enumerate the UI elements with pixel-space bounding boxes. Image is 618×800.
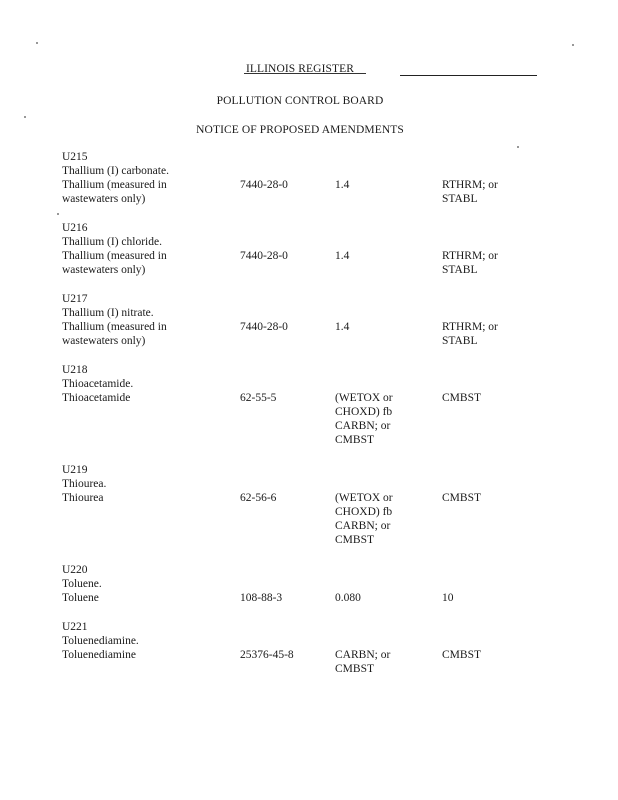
scan-speck (517, 146, 519, 148)
table-row (62, 320, 582, 334)
wastewater-standard: CARBN; or (335, 420, 391, 432)
notice-title: NOTICE OF PROPOSED AMENDMENTS (196, 124, 404, 136)
waste-code: U221 (62, 621, 88, 633)
constituent-name: Toluenediamine (62, 649, 136, 661)
waste-code: U218 (62, 364, 88, 376)
wastewater-standard: CHOXD) fb (335, 406, 393, 418)
waste-entry-u218 (62, 363, 582, 447)
waste-entry-u221 (62, 620, 582, 676)
register-title: ILLINOIS REGISTER (245, 63, 355, 75)
waste-entry-u220 (62, 563, 582, 605)
table-row (62, 164, 582, 178)
table-row (62, 249, 582, 263)
constituent-name: Thioacetamide. (62, 378, 134, 390)
table-row (62, 306, 582, 320)
wastewater-standard: CARBN; or (335, 649, 391, 661)
constituent-name: wastewaters only) (62, 193, 146, 205)
table-row (62, 391, 582, 405)
nonwastewater-standard: CMBST (442, 492, 481, 504)
table-row (62, 377, 582, 391)
nonwastewater-standard: CMBST (442, 392, 481, 404)
wastewater-standard: 0.080 (335, 592, 361, 604)
waste-entry-u216 (62, 221, 582, 277)
header-rule (400, 75, 537, 76)
nonwastewater-standard: 10 (442, 592, 454, 604)
table-row (62, 477, 582, 491)
header-underline (244, 73, 366, 74)
wastewater-standard: (WETOX or (335, 392, 393, 404)
cas-number: 7440-28-0 (240, 250, 288, 262)
cas-number: 62-55-5 (240, 392, 277, 404)
constituent-name: Thallium (measured in (62, 321, 167, 333)
constituent-name: wastewaters only) (62, 335, 146, 347)
nonwastewater-standard: STABL (442, 193, 478, 205)
table-row (62, 591, 582, 605)
table-row (62, 577, 582, 591)
constituent-name: Thallium (I) chloride. (62, 236, 162, 248)
nonwastewater-standard: RTHRM; or (442, 250, 498, 262)
wastewater-standard: 1.4 (335, 179, 350, 191)
wastewater-standard: 1.4 (335, 321, 350, 333)
scan-speck (57, 213, 59, 215)
waste-code: U216 (62, 222, 88, 234)
table-row (62, 648, 582, 662)
constituent-name: Thallium (measured in (62, 179, 167, 191)
constituent-name: Thallium (I) nitrate. (62, 307, 154, 319)
constituent-name: Toluene (62, 592, 99, 604)
waste-entry-u219 (62, 463, 582, 547)
wastewater-standard: (WETOX or (335, 492, 393, 504)
table-row (62, 405, 582, 419)
waste-code: U220 (62, 564, 88, 576)
table-row (62, 235, 582, 249)
nonwastewater-standard: RTHRM; or (442, 179, 498, 191)
cas-number: 7440-28-0 (240, 179, 288, 191)
scan-speck (572, 44, 574, 46)
constituent-name: wastewaters only) (62, 264, 146, 276)
wastewater-standard: CMBST (335, 663, 374, 675)
table-row (62, 178, 582, 192)
nonwastewater-standard: STABL (442, 264, 478, 276)
table-row (62, 533, 582, 547)
table-row (62, 662, 582, 676)
waste-entry-u215 (62, 150, 582, 206)
wastewater-standard: CMBST (335, 434, 374, 446)
waste-entry-u217 (62, 292, 582, 348)
cas-number: 7440-28-0 (240, 321, 288, 333)
cas-number: 62-56-6 (240, 492, 277, 504)
constituent-name: Thallium (I) carbonate. (62, 165, 169, 177)
constituent-name: Thallium (measured in (62, 250, 167, 262)
waste-code: U219 (62, 464, 88, 476)
cas-number: 108-88-3 (240, 592, 283, 604)
constituent-name: Toluenediamine. (62, 635, 139, 647)
wastewater-standard: CHOXD) fb (335, 506, 393, 518)
waste-code: U215 (62, 151, 88, 163)
table-row (62, 491, 582, 505)
table-row (62, 419, 582, 433)
wastewater-standard: CMBST (335, 534, 374, 546)
cas-number: 25376-45-8 (240, 649, 294, 661)
nonwastewater-standard: CMBST (442, 649, 481, 661)
board-title: POLLUTION CONTROL BOARD (216, 95, 384, 107)
table-row (62, 505, 582, 519)
waste-code: U217 (62, 293, 88, 305)
constituent-name: Thioacetamide (62, 392, 131, 404)
table-row (62, 263, 582, 277)
table-row (62, 433, 582, 447)
table-row (62, 634, 582, 648)
nonwastewater-standard: RTHRM; or (442, 321, 498, 333)
table-row (62, 519, 582, 533)
table-row (62, 192, 582, 206)
constituent-name: Toluene. (62, 578, 102, 590)
nonwastewater-standard: STABL (442, 335, 478, 347)
constituent-name: Thiourea (62, 492, 104, 504)
constituent-name: Thiourea. (62, 478, 107, 490)
wastewater-standard: 1.4 (335, 250, 350, 262)
scan-speck (36, 42, 38, 44)
wastewater-standard: CARBN; or (335, 520, 391, 532)
table-row (62, 334, 582, 348)
scan-speck (24, 116, 26, 118)
